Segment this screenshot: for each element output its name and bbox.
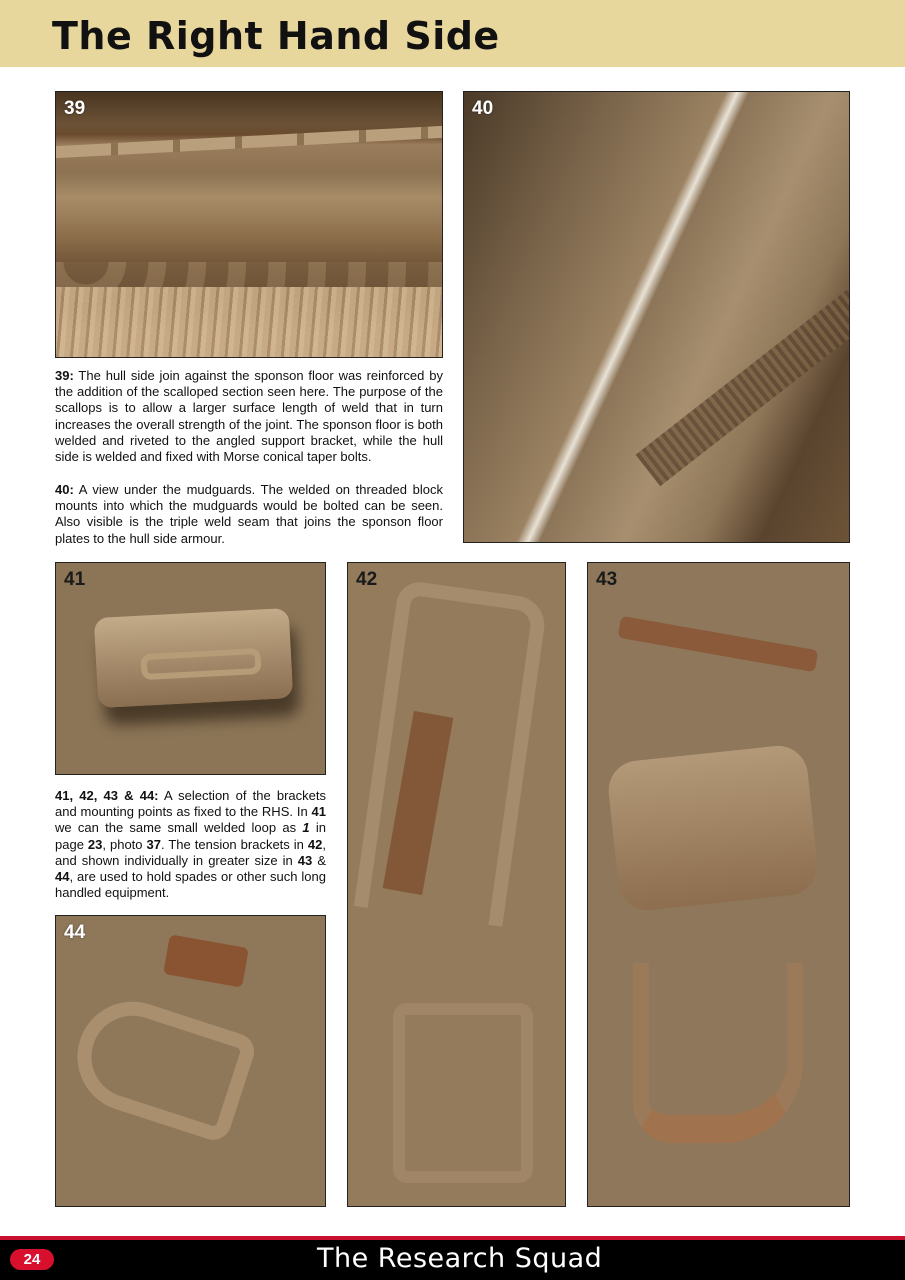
photo-43 bbox=[587, 562, 850, 1207]
caption-41-44: 41, 42, 43 & 44: A selection of the brackets and mounting points as fixed to the RHS. In 41 we can the same small welded loop as 1 in page 23, photo 37. The tension brackets in 42, and shown individually in greater size in 43 & 44, are used to hold spades or other such long handled equipment. bbox=[55, 788, 326, 901]
caption-39: 39: The hull side join against the sponson floor was reinforced by the addition of the scalloped section seen here. The purpose of the scallops is to allow a larger surface length of weld that in turn increases the overall strength of the joint. The sponson floor is both welded and riveted to the angled support bracket, while the hull side is welded and fixed with Morse conical taper bolts. bbox=[55, 368, 443, 465]
photo-44 bbox=[55, 915, 326, 1207]
photo-41 bbox=[55, 562, 326, 775]
photo-detail bbox=[56, 287, 442, 357]
photo-number: 43 bbox=[596, 569, 618, 590]
photo-detail bbox=[354, 579, 548, 927]
photo-detail bbox=[633, 963, 803, 1143]
photo-detail bbox=[163, 934, 249, 987]
footer-title: The Research Squad bbox=[317, 1243, 603, 1274]
page-title: The Right Hand Side bbox=[52, 14, 500, 58]
photo-number: 39 bbox=[64, 98, 86, 119]
photo-detail bbox=[606, 743, 821, 913]
photo-number: 44 bbox=[64, 922, 86, 943]
page-number-badge: 24 bbox=[10, 1249, 54, 1270]
photo-39 bbox=[55, 91, 443, 358]
photo-42 bbox=[347, 562, 566, 1207]
photo-number: 40 bbox=[472, 98, 494, 119]
caption-40: 40: A view under the mudguards. The welded on threaded block mounts into which the mudguards would be bolted can be seen. Also visible is the triple weld seam that joins the sponson floor plates to the hull side armour. bbox=[55, 482, 443, 546]
photo-detail bbox=[63, 987, 259, 1144]
photo-detail bbox=[393, 1003, 533, 1183]
photo-40 bbox=[463, 91, 850, 543]
photo-number: 42 bbox=[356, 569, 378, 590]
photo-detail bbox=[636, 258, 850, 487]
photo-detail bbox=[618, 616, 819, 672]
photo-detail bbox=[56, 126, 442, 158]
photo-number: 41 bbox=[64, 569, 86, 590]
